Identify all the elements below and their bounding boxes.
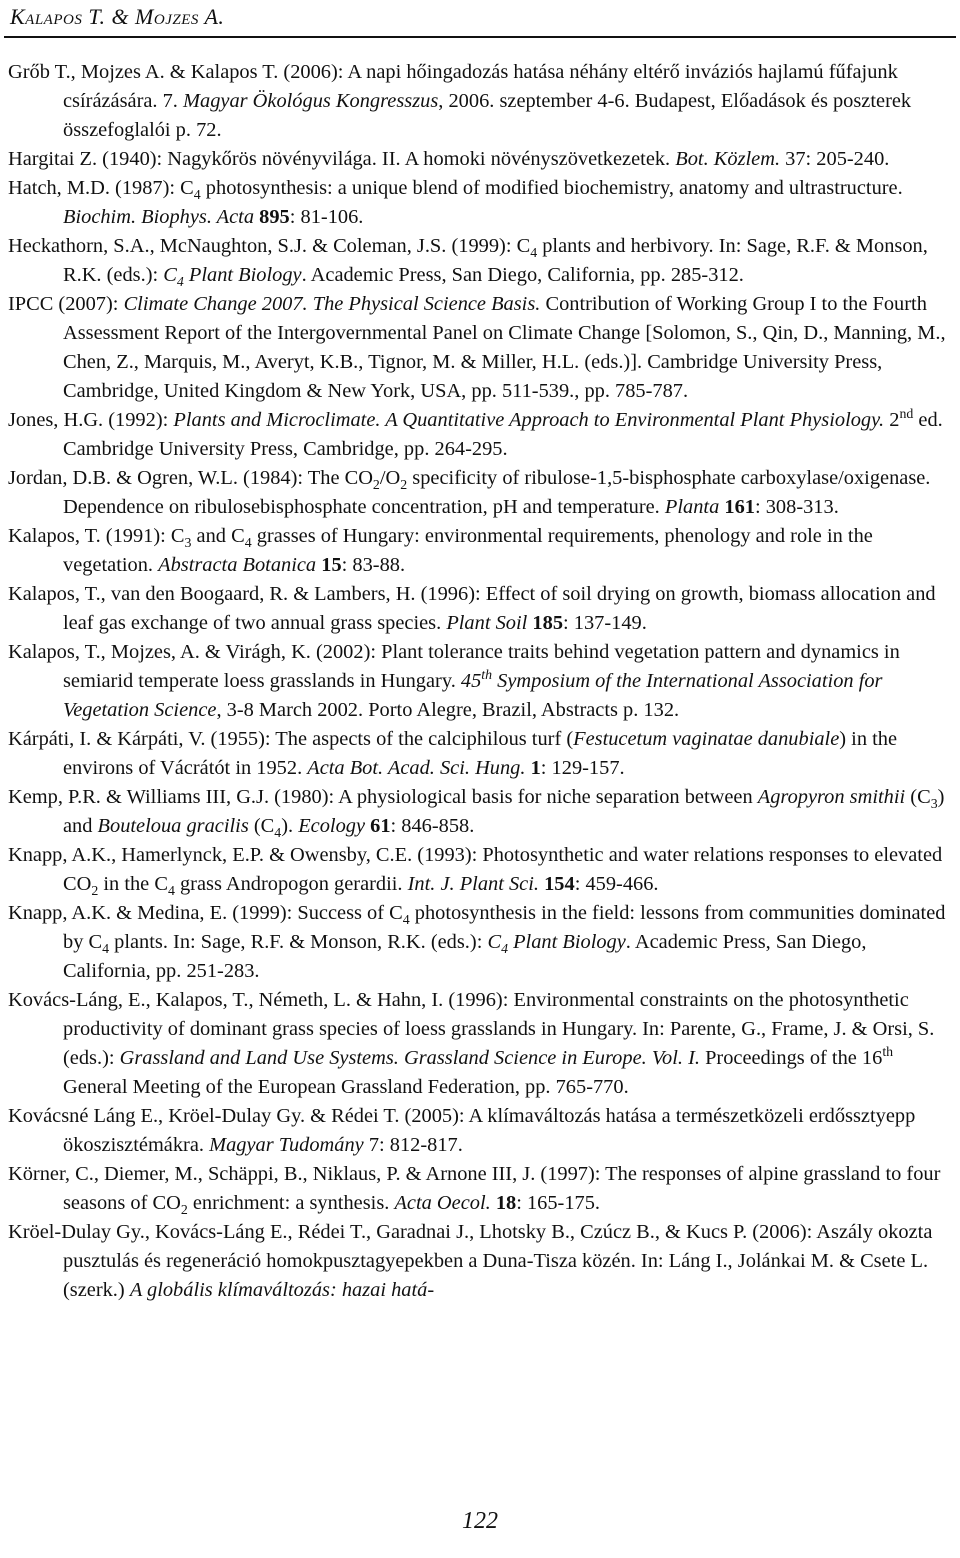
- reference-text: Acta Bot. Acad. Sci. Hung.: [307, 757, 526, 779]
- reference-list: [8, 58, 948, 1305]
- reference-text: specificity of ribulose-1,5-bisphosphate carboxylase/oxigenase. Dependence on ribulosebisphosphate concentration, pH and temperature.: [63, 467, 931, 518]
- reference-text: Planta: [664, 496, 720, 518]
- reference-entry: [8, 58, 948, 145]
- reference-text: . Academic Press, San Diego, California, pp. 285-312.: [301, 264, 744, 286]
- reference-text: Knapp, A.K. & Medina, E. (1999): Success of C: [8, 902, 403, 924]
- subscript-text: 4: [176, 275, 184, 291]
- reference-text: C: [487, 931, 502, 953]
- reference-text: , 3-8 March 2002. Porto Alegre, Brazil, Abstracts p. 132.: [216, 699, 680, 721]
- reference-text: ) in the environs of Vácrátót in 1952.: [63, 728, 898, 779]
- reference-text: Kalapos, T., Mojzes, A. & Virágh, K. (2002): Plant tolerance traits behind vegetation pattern and dynamics in semiarid temperate loess grasslands in Hungary.: [8, 641, 900, 692]
- superscript-text: th: [882, 1045, 894, 1061]
- reference-text: Acta Oecol.: [394, 1192, 491, 1214]
- reference-text: , 2006. szeptember 4-6. Budapest, Előadások és poszterek összefoglalói p. 72.: [63, 90, 912, 141]
- reference-text: 7: 812-817.: [363, 1134, 463, 1156]
- subscript-text: 3: [184, 536, 192, 552]
- reference-entry: [8, 406, 948, 464]
- reference-text: Kovács-Láng, E., Kalapos, T., Németh, L. & Hahn, I. (1996): Environmental constraints on the photosynthetic productivity of dominant grass species of loess grasslands in Hungary. In: Parente, G., Frame, J. & Orsi, S. (eds.):: [8, 989, 935, 1069]
- reference-text: Heckathorn, S.A., McNaughton, S.J. & Coleman, J.S. (1999): C: [8, 235, 531, 257]
- reference-entry: [8, 783, 948, 841]
- reference-text: Kovácsné Láng E., Kröel-Dulay Gy. & Rédei T. (2005): A klímaváltozás hatása a természetközeli erdőssztyepp ökoszisztémákra.: [8, 1105, 916, 1156]
- page-number: 122: [462, 1508, 498, 1534]
- reference-entry: [8, 522, 948, 580]
- reference-text: General Meeting of the European Grassland Federation, pp. 765-770.: [63, 1076, 629, 1098]
- reference-text: Kemp, P.R. & Williams III, G.J. (1980): A physiological basis for niche separation between: [8, 786, 758, 808]
- reference-text: plants. In: Sage, R.F. & Monson, R.K. (eds.):: [109, 931, 488, 953]
- reference-text: Grassland and Land Use Systems. Grassland Science in Europe. Vol. I.: [119, 1047, 700, 1069]
- reference-text: Körner, C., Diemer, M., Schäppi, B., Niklaus, P. & Arnone III, J. (1997): The responses of alpine grassland to four seasons of CO: [8, 1163, 941, 1214]
- reference-text: Contribution of Working Group I to the Fourth Assessment Report of the Intergovernmental Panel on Climate Change [Solomon, S., Qin, D., Manning, M., Chen, Z., Marquis, M., Averyt, K.B., Tignor, M. & Miller, H.L. (eds.)]. Cambridge University Press, Cambridge, United Kingdom & New York, USA, pp. 511-539., pp. 785-787.: [63, 293, 946, 402]
- subscript-text: 2: [180, 1203, 188, 1219]
- reference-text: (C: [905, 786, 931, 808]
- reference-text: photosynthesis: a unique blend of modified biochemistry, anatomy and ultrastructure.: [200, 177, 903, 199]
- header-rule: [4, 36, 956, 38]
- subscript-text: 3: [930, 797, 938, 813]
- reference-text: /O: [379, 467, 401, 489]
- reference-text: C: [163, 264, 177, 286]
- subscript-text: 4: [193, 188, 201, 204]
- reference-text: enrichment: a synthesis.: [187, 1192, 395, 1214]
- reference-text: : 459-466.: [574, 873, 659, 895]
- reference-text: 2: [884, 409, 900, 431]
- reference-entry: [8, 986, 948, 1102]
- reference-text: 1: [530, 757, 541, 779]
- reference-text: photosynthesis in the field: lessons from communities dominated by C: [63, 902, 946, 953]
- reference-text: (C: [248, 815, 275, 837]
- reference-text: Agropyron smithii: [757, 786, 906, 808]
- reference-text: : 129-157.: [540, 757, 625, 779]
- subscript-text: 4: [530, 246, 538, 262]
- subscript-text: 4: [167, 884, 175, 900]
- reference-text: Ecology: [298, 815, 366, 837]
- reference-text: Jordan, D.B. & Ogren, W.L. (1984): The CO: [8, 467, 373, 489]
- reference-text: 45: [460, 670, 482, 692]
- reference-entry: [8, 1218, 948, 1305]
- reference-text: 37: 205-240.: [780, 148, 890, 170]
- reference-text: grass Andropogon gerardii.: [174, 873, 408, 895]
- reference-entry: [8, 899, 948, 986]
- reference-text: Int. J. Plant Sci.: [407, 873, 539, 895]
- reference-text: 895: [259, 206, 290, 228]
- reference-entry: [8, 725, 948, 783]
- reference-text: 18: [495, 1192, 517, 1214]
- reference-entry: [8, 638, 948, 725]
- reference-entry: [8, 464, 948, 522]
- reference-entry: [8, 1102, 948, 1160]
- reference-text: Magyar Tudomány: [209, 1134, 364, 1156]
- reference-text: Festucetum vaginatae danubiale: [573, 728, 840, 750]
- reference-entry: [8, 290, 948, 406]
- reference-text: Knapp, A.K., Hamerlynck, E.P. & Owensby, C.E. (1993): Photosynthetic and water relations responses to elevated CO: [8, 844, 943, 895]
- reference-text: Plant Soil: [446, 612, 528, 634]
- subscript-text: 2: [91, 884, 99, 900]
- reference-text: : 846-858.: [390, 815, 475, 837]
- superscript-text: th: [481, 668, 493, 684]
- reference-entry: [8, 841, 948, 899]
- reference-text: Magyar Ökológus Kongresszus: [183, 90, 439, 112]
- reference-text: Grőb T., Mojzes A. & Kalapos T. (2006): A napi hőingadozás hatása néhány eltérő inváziós hajlamú fűfajunk csírázására. 7.: [8, 61, 898, 112]
- reference-entry: [8, 1160, 948, 1218]
- reference-text: Plant Biology: [508, 931, 626, 953]
- reference-text: grasses of Hungary: environmental requirements, phenology and role in the vegetation.: [63, 525, 873, 576]
- reference-text: . Academic Press, San Diego, California, pp. 251-283.: [63, 931, 867, 982]
- reference-text: 161: [724, 496, 755, 518]
- reference-text: : 165-175.: [516, 1192, 601, 1214]
- reference-text: 185: [532, 612, 564, 634]
- subscript-text: 4: [501, 942, 508, 958]
- subscript-text: 4: [244, 536, 252, 552]
- reference-text: : 83-88.: [341, 554, 406, 576]
- reference-text: Kárpáti, I. & Kárpáti, V. (1955): The aspects of the calciphilous turf (: [8, 728, 574, 750]
- running-header: Kalapos T. & Mojzes A.: [10, 4, 225, 29]
- reference-text: Hargitai Z. (1940): Nagykőrös növényvilága. II. A homoki növényszövetkezetek.: [8, 148, 676, 170]
- reference-text: Proceedings of the 16: [699, 1047, 883, 1069]
- reference-text: IPCC (2007):: [8, 293, 124, 315]
- reference-entry: [8, 232, 948, 290]
- subscript-text: 2: [400, 478, 408, 494]
- reference-entry: [8, 145, 948, 174]
- reference-text: ).: [281, 815, 299, 837]
- superscript-text: nd: [899, 407, 914, 423]
- reference-entry: [8, 580, 948, 638]
- subscript-text: 4: [402, 913, 410, 929]
- reference-text: Kalapos, T. (1991): C: [8, 525, 185, 547]
- subscript-text: 2: [372, 478, 380, 494]
- reference-text: Kalapos, T., van den Boogaard, R. & Lambers, H. (1996): Effect of soil drying on growth, biomass allocation and leaf gas exchange of two annual grass species.: [8, 583, 936, 634]
- reference-text: Plant Biology: [183, 264, 302, 286]
- reference-text: Kröel-Dulay Gy., Kovács-Láng E., Rédei T., Garadnai J., Lhotsky B., Czúcz B., & Kucs P. (2006): Aszály okozta pusztulás és regeneráció homokpusztagyepekben a Duna-Tisza közén. In: Láng I., Jolánkai M. & Csete L. (szerk.): [8, 1221, 933, 1301]
- reference-text: 15: [321, 554, 342, 576]
- reference-text: Jones, H.G. (1992):: [8, 409, 174, 431]
- reference-text: : 81-106.: [289, 206, 364, 228]
- reference-text: : 137-149.: [563, 612, 647, 634]
- subscript-text: 4: [102, 942, 110, 958]
- reference-text: plants and herbivory. In: Sage, R.F. & Monson, R.K. (eds.):: [63, 235, 928, 286]
- reference-text: Bot. Közlem.: [675, 148, 781, 170]
- reference-text: in the C: [98, 873, 168, 895]
- reference-text: Climate Change 2007. The Physical Science Basis.: [123, 293, 541, 315]
- reference-text: Biochim. Biophys. Acta: [63, 206, 255, 228]
- reference-text: and C: [191, 525, 245, 547]
- reference-text: Bouteloua gracilis: [97, 815, 249, 837]
- reference-text: Hatch, M.D. (1987): C: [8, 177, 194, 199]
- reference-text: : 308-313.: [754, 496, 839, 518]
- reference-text: 61: [370, 815, 391, 837]
- reference-text: ) and: [63, 786, 945, 837]
- reference-text: Symposium of the International Association for Vegetation Science: [63, 670, 883, 721]
- reference-text: A globális klímaváltozás: hazai hatá-: [129, 1279, 435, 1301]
- subscript-text: 4: [274, 826, 282, 842]
- reference-text: 154: [544, 873, 575, 895]
- reference-text: Abstracta Botanica: [158, 554, 317, 576]
- reference-text: Plants and Microclimate. A Quantitative Approach to Environmental Plant Physiology.: [173, 409, 885, 431]
- reference-text: ed. Cambridge University Press, Cambridge, pp. 264-295.: [63, 409, 943, 460]
- reference-entry: [8, 174, 948, 232]
